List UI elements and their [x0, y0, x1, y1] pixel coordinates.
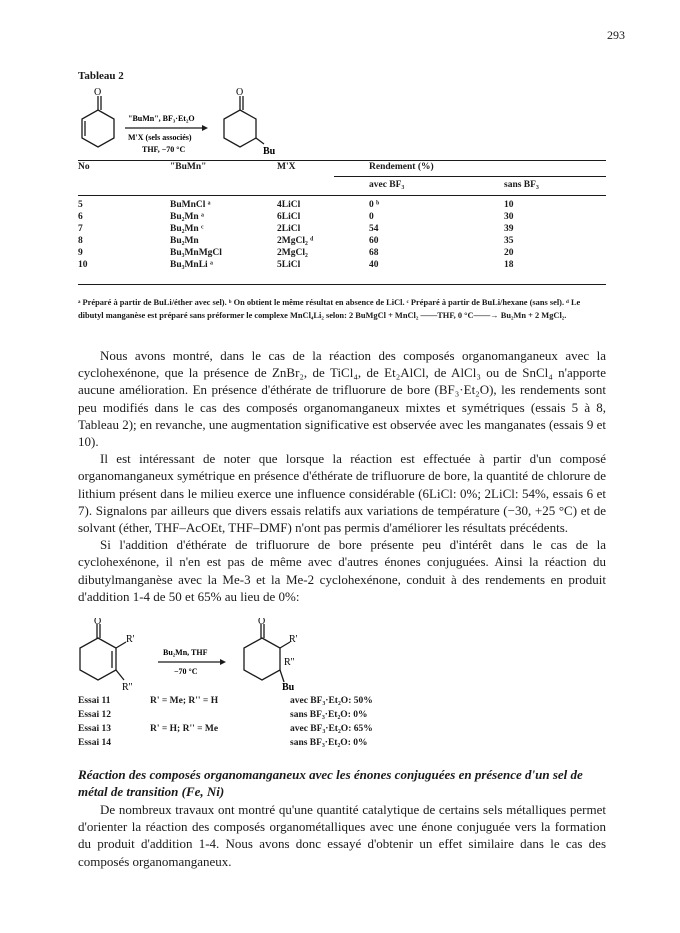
scheme2-o2: O — [258, 618, 266, 627]
table-footnotes: ᵃ Préparé à partir de BuLi/éther avec sel). ᵇ On obtient le même résultat en absence de LiCl. ᶜ Préparé à partir de BuLi/hexane (sans sel). ᵈ Le dibutyl manganèse est préparé sans préformer le complexe MnCl₄Li₂ selon: 2 BuMgCl + MnCl₂ ——THF, 0 °C——→ Bu₂Mn + 2 MgCl₂. — [78, 298, 581, 320]
table-bottom-rule — [78, 284, 606, 285]
cell-no: 5 — [78, 200, 83, 210]
cell-avec: 0 ᵇ — [369, 200, 380, 210]
header-mx: M'X — [277, 162, 296, 172]
paragraph-1: Nous avons montré, dans le cas de la réaction des composés organomanganeux avec la cyclohexénone, que la présence de ZnBr₂, de TiCl₄, de Et₂AlCl, de AlCl₃ ou de SnCl₄ n'apporte aucune amélioration. En présence d'éthérate de trifluorure de bore (BF₃·Et₂O), les rendements sont peu modifiés dans le cas des composés organomanganeux mixtes et symétriques (essais 5 à 8, Tableau 2); en revanche, une augmentation significative est observée avec les manganates (essais 9 et 10). — [78, 348, 606, 450]
essai-result: avec BF₃·Et₂O: 65% — [290, 724, 373, 734]
cell-mx: 4LiCl — [277, 200, 301, 210]
cell-bumn: Bu₂Mn ᶜ — [170, 224, 204, 234]
reactant-o: O — [94, 88, 102, 98]
scheme2-o1: O — [94, 618, 102, 627]
header-bumn: "BuMn" — [170, 162, 207, 172]
table-sub-rule — [334, 176, 606, 177]
body-paragraphs — [78, 347, 606, 605]
cell-avec: 60 — [369, 236, 379, 246]
scheme2-r2: R'' — [122, 682, 133, 692]
cell-sans: 18 — [504, 260, 514, 270]
condition-3: THF, −70 °C — [142, 145, 186, 154]
essai-result: sans BF₃·Et₂O: 0% — [290, 710, 368, 720]
essai-label: Essai 14 — [78, 738, 111, 748]
cyclohexanone-product — [224, 88, 276, 157]
cell-avec: 40 — [369, 260, 379, 270]
cell-mx: 5LiCl — [277, 260, 301, 270]
cell-mx: 2MgCl₂ ᵈ — [277, 236, 314, 246]
scheme2-bu: Bu — [282, 682, 295, 692]
essai-label: Essai 13 — [78, 724, 111, 734]
header-avec: avec BF₃ — [369, 180, 405, 190]
cell-mx: 6LiCl — [277, 212, 301, 222]
cell-sans: 30 — [504, 212, 514, 222]
table-row — [78, 235, 606, 247]
paragraph-4: De nombreux travaux ont montré qu'une quantité catalytique de certains sels métalliques permet d'orienter la réaction des composés organométalliques avec une énone conjuguée vers la formation du produit d'addition 1-4. Nous avons donc essayé d'obtenir un effet similaire dans le cas des composés organomanganeux. — [78, 802, 606, 869]
essai-cond: R' = Me; R'' = H — [150, 696, 219, 706]
results-table — [78, 199, 606, 271]
cell-no: 6 — [78, 212, 83, 222]
essai-cond: R' = H; R'' = Me — [150, 724, 219, 734]
cell-no: 10 — [78, 260, 88, 270]
table-title: Tableau 2 — [78, 70, 124, 82]
cell-no: 8 — [78, 236, 83, 246]
scheme2-cond2: −70 °C — [174, 667, 198, 676]
product-bu: Bu — [263, 146, 276, 157]
cell-mx: 2LiCl — [277, 224, 301, 234]
reaction-scheme-1 — [70, 88, 290, 160]
final-paragraph-block — [78, 801, 606, 870]
cell-sans: 39 — [504, 224, 514, 234]
cell-bumn: Bu₂Mn — [170, 236, 199, 246]
reaction-scheme-2 — [70, 618, 330, 692]
cyclohexenone-reactant — [82, 88, 114, 147]
table-top-rule — [78, 160, 606, 161]
table-header-rule — [78, 195, 606, 196]
header-rendement: Rendement (%) — [369, 162, 434, 172]
condition-2: M'X (sels associés) — [128, 133, 192, 142]
cell-sans: 35 — [504, 236, 514, 246]
essai-label: Essai 12 — [78, 710, 111, 720]
essai-result: avec BF₃·Et₂O: 50% — [290, 696, 373, 706]
cell-mx: 2MgCl₂ — [277, 248, 308, 258]
cell-bumn: Bu₃MnLi ᵃ — [170, 260, 213, 270]
cell-bumn: Bu₂Mn ᵃ — [170, 212, 204, 222]
cell-sans: 20 — [504, 248, 514, 258]
cell-avec: 68 — [369, 248, 379, 258]
condition-1: "BuMn", BF₃·Et₂O — [128, 114, 195, 123]
cell-no: 9 — [78, 248, 83, 258]
cell-bumn: BuMnCl ᵃ — [170, 200, 211, 210]
cell-avec: 0 — [369, 212, 374, 222]
table-row — [78, 223, 606, 235]
header-sans: sans BF₃ — [504, 180, 539, 190]
table-row — [78, 259, 606, 271]
paragraph-2: Il est intéressant de noter que lorsque la réaction est effectuée à partir d'un composé organomanganeux symétrique en présence d'éthérate de trifluorure de bore, la quantité de chlorure de lithium présent dans le milieu exerce une influence considérable (6LiCl: 0%; 2LiCl: 54%, essais 6 et 7). Signalons par ailleurs que divers essais relatifs aux variations de température (−30, +25 °C) et de solvant (éther, THF–AcOEt, THF–DMF) n'ont pas permis d'améliorer les résultats précédents. — [78, 451, 606, 536]
addition-product — [244, 618, 298, 692]
scheme2-r4: R'' — [284, 657, 295, 668]
scheme2-r1: R' — [126, 634, 135, 645]
scheme2-cond1: Bu₂Mn, THF — [163, 648, 208, 657]
header-no: No — [78, 162, 90, 172]
cell-no: 7 — [78, 224, 83, 234]
table-row — [78, 247, 606, 259]
product-o: O — [236, 88, 244, 98]
table-row — [78, 199, 606, 211]
paragraph-3: Si l'addition d'éthérate de trifluorure de bore présente peu d'intérêt dans le cas de la cyclohexénone, il n'en est pas de même avec d'autres énones conjuguées. Ainsi la réaction du dibutylmanganèse avec la Me-3 et la Me-2 cyclohexénone, conduit à des rendements en produit d'addition 1-4 de 50 et 65% au lieu de 0%: — [78, 537, 606, 604]
cell-avec: 54 — [369, 224, 379, 234]
essai-label: Essai 11 — [78, 696, 111, 706]
cell-bumn: Bu₃MnMgCl — [170, 248, 222, 258]
substituted-cyclohexenone — [80, 618, 135, 692]
page-number: 293 — [607, 28, 625, 42]
section-heading: Réaction des composés organomanganeux avec les énones conjuguées en présence d'un sel de métal de transition (Fe, Ni) — [78, 767, 583, 799]
essai-result: sans BF₃·Et₂O: 0% — [290, 738, 368, 748]
scheme2-r3: R' — [289, 634, 298, 645]
cell-sans: 10 — [504, 200, 514, 210]
table-row — [78, 211, 606, 223]
